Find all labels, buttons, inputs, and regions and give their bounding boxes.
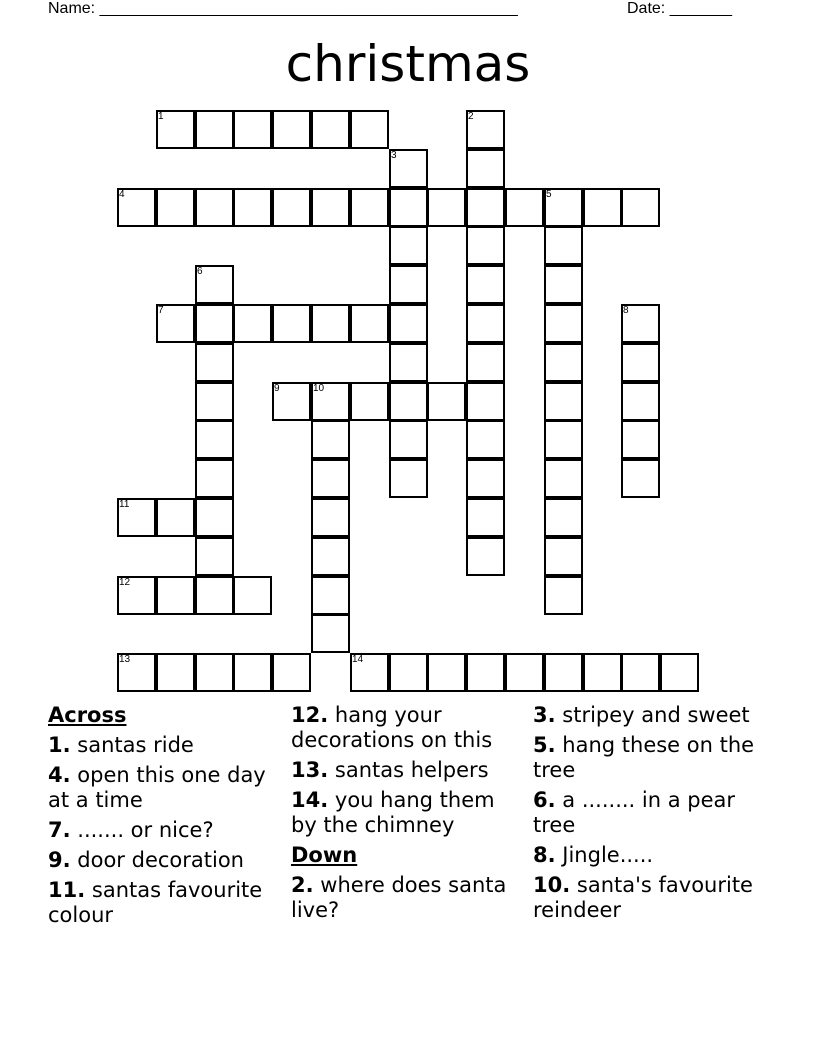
grid-cell[interactable] <box>156 653 195 692</box>
grid-cell[interactable] <box>156 498 195 537</box>
grid-cell[interactable] <box>272 188 311 227</box>
grid-cell[interactable] <box>195 459 234 498</box>
grid-cell[interactable] <box>544 653 583 692</box>
grid-cell[interactable] <box>389 420 428 459</box>
clue-number: 11 <box>119 499 130 510</box>
grid-cell[interactable] <box>389 188 428 227</box>
clues-column-2 <box>291 703 526 928</box>
clue-across-13: 13. santas helpers <box>291 758 489 782</box>
clue-number: 12 <box>119 577 131 588</box>
grid-cell[interactable] <box>233 576 272 615</box>
clue-number: 2 <box>468 111 474 122</box>
clue-number: 13 <box>119 654 131 665</box>
grid-cell[interactable] <box>583 653 622 692</box>
grid-cell[interactable] <box>195 498 234 537</box>
grid-cell[interactable] <box>195 110 234 149</box>
clue-number: 1 <box>158 111 164 122</box>
grid-cell[interactable] <box>544 420 583 459</box>
grid-cell[interactable] <box>156 576 195 615</box>
grid-cell[interactable] <box>466 498 505 537</box>
grid-cell[interactable] <box>621 420 660 459</box>
grid-cell[interactable] <box>621 188 660 227</box>
grid-cell[interactable] <box>233 304 272 343</box>
clue-number: 10 <box>313 383 325 394</box>
grid-cell[interactable] <box>583 188 622 227</box>
grid-cell[interactable] <box>505 653 544 692</box>
grid-cell[interactable] <box>389 304 428 343</box>
clue-number: 5 <box>546 189 552 200</box>
grid-cell[interactable] <box>389 653 428 692</box>
clue-down-5: 5. hang these on the tree <box>533 733 755 782</box>
clue-across-7: 7. ....... or nice? <box>48 818 214 842</box>
name-field[interactable]: Name: _______________________________________________ <box>48 0 518 17</box>
grid-cell[interactable] <box>427 188 466 227</box>
clue-down-6: 6. a ........ in a pear tree <box>533 788 736 837</box>
clue-across-1: 1. santas ride <box>48 733 194 757</box>
grid-cell[interactable] <box>544 382 583 421</box>
grid-cell[interactable] <box>311 537 350 576</box>
clue-down-3: 3. stripey and sweet <box>533 703 750 727</box>
clue-down-8: 8. Jingle..... <box>533 843 654 867</box>
grid-cell[interactable] <box>195 382 234 421</box>
grid-cell[interactable] <box>389 343 428 382</box>
grid-cell[interactable] <box>311 498 350 537</box>
grid-cell[interactable] <box>466 653 505 692</box>
grid-cell[interactable] <box>195 576 234 615</box>
grid-cell[interactable] <box>195 188 234 227</box>
grid-cell[interactable] <box>544 537 583 576</box>
grid-cell[interactable] <box>311 304 350 343</box>
grid-cell[interactable] <box>466 265 505 304</box>
grid-cell[interactable] <box>466 537 505 576</box>
grid-cell[interactable] <box>544 226 583 265</box>
grid-cell[interactable] <box>466 188 505 227</box>
grid-cell[interactable] <box>389 459 428 498</box>
clue-number: 3 <box>391 150 397 161</box>
grid-cell[interactable] <box>621 653 660 692</box>
clue-number: 8 <box>623 305 629 316</box>
grid-cell[interactable] <box>621 459 660 498</box>
clues-column-1 <box>48 703 283 933</box>
date-field[interactable]: Date: _______ <box>627 0 732 17</box>
clue-across-14: 14. you hang them by the chimney <box>291 788 495 837</box>
clue-number: 9 <box>274 383 280 394</box>
grid-cell[interactable] <box>466 226 505 265</box>
grid-cell[interactable] <box>621 343 660 382</box>
clue-across-12: 12. hang your decorations on this <box>291 703 493 752</box>
grid-cell[interactable] <box>311 420 350 459</box>
grid-cell[interactable] <box>311 110 350 149</box>
grid-cell[interactable] <box>350 304 389 343</box>
clue-across-9: 9. door decoration <box>48 848 244 872</box>
clue-number: 14 <box>352 654 364 665</box>
clue-across-11: 11. santas favourite colour <box>48 878 263 927</box>
grid-cell[interactable] <box>466 343 505 382</box>
grid-cell[interactable] <box>466 459 505 498</box>
grid-cell[interactable] <box>621 382 660 421</box>
grid-cell[interactable] <box>311 459 350 498</box>
grid-cell[interactable] <box>544 459 583 498</box>
grid-cell[interactable] <box>311 576 350 615</box>
grid-cell[interactable] <box>311 614 350 653</box>
grid-cell[interactable] <box>389 265 428 304</box>
grid-cell[interactable] <box>195 537 234 576</box>
grid-cell[interactable] <box>272 304 311 343</box>
grid-cell[interactable] <box>466 420 505 459</box>
grid-cell[interactable] <box>311 188 350 227</box>
grid-cell[interactable] <box>389 226 428 265</box>
grid-cell[interactable] <box>660 653 699 692</box>
grid-cell[interactable] <box>427 653 466 692</box>
grid-cell[interactable] <box>544 576 583 615</box>
grid-cell[interactable] <box>233 110 272 149</box>
clue-across-4: 4. open this one day at a time <box>48 763 266 812</box>
grid-cell[interactable] <box>350 188 389 227</box>
grid-cell[interactable] <box>195 420 234 459</box>
clues-column-3 <box>533 703 768 928</box>
grid-cell[interactable] <box>544 265 583 304</box>
grid-cell[interactable] <box>466 149 505 188</box>
clue-number: 7 <box>158 305 164 316</box>
grid-cell[interactable] <box>350 382 389 421</box>
clue-down-2: 2. where does santa live? <box>291 873 507 922</box>
clue-number: 6 <box>197 266 203 277</box>
grid-cell[interactable] <box>195 343 234 382</box>
grid-cell[interactable] <box>389 382 428 421</box>
grid-cell[interactable] <box>544 343 583 382</box>
grid-cell[interactable] <box>427 382 466 421</box>
clue-number: 4 <box>119 189 125 200</box>
grid-cell[interactable] <box>233 653 272 692</box>
down-heading: Down <box>291 843 358 867</box>
page-title: christmas <box>285 35 531 93</box>
grid-cell[interactable] <box>544 498 583 537</box>
grid-cell[interactable] <box>195 304 234 343</box>
grid-cell[interactable] <box>466 382 505 421</box>
grid-cell[interactable] <box>156 188 195 227</box>
grid-cell[interactable] <box>233 188 272 227</box>
grid-cell[interactable] <box>350 110 389 149</box>
grid-cell[interactable] <box>505 188 544 227</box>
grid-cell[interactable] <box>466 304 505 343</box>
grid-cell[interactable] <box>272 110 311 149</box>
grid-cell[interactable] <box>544 304 583 343</box>
across-heading: Across <box>48 703 127 727</box>
clue-down-10: 10. santa's favourite reindeer <box>533 873 753 922</box>
grid-cell[interactable] <box>272 653 311 692</box>
grid-cell[interactable] <box>195 653 234 692</box>
